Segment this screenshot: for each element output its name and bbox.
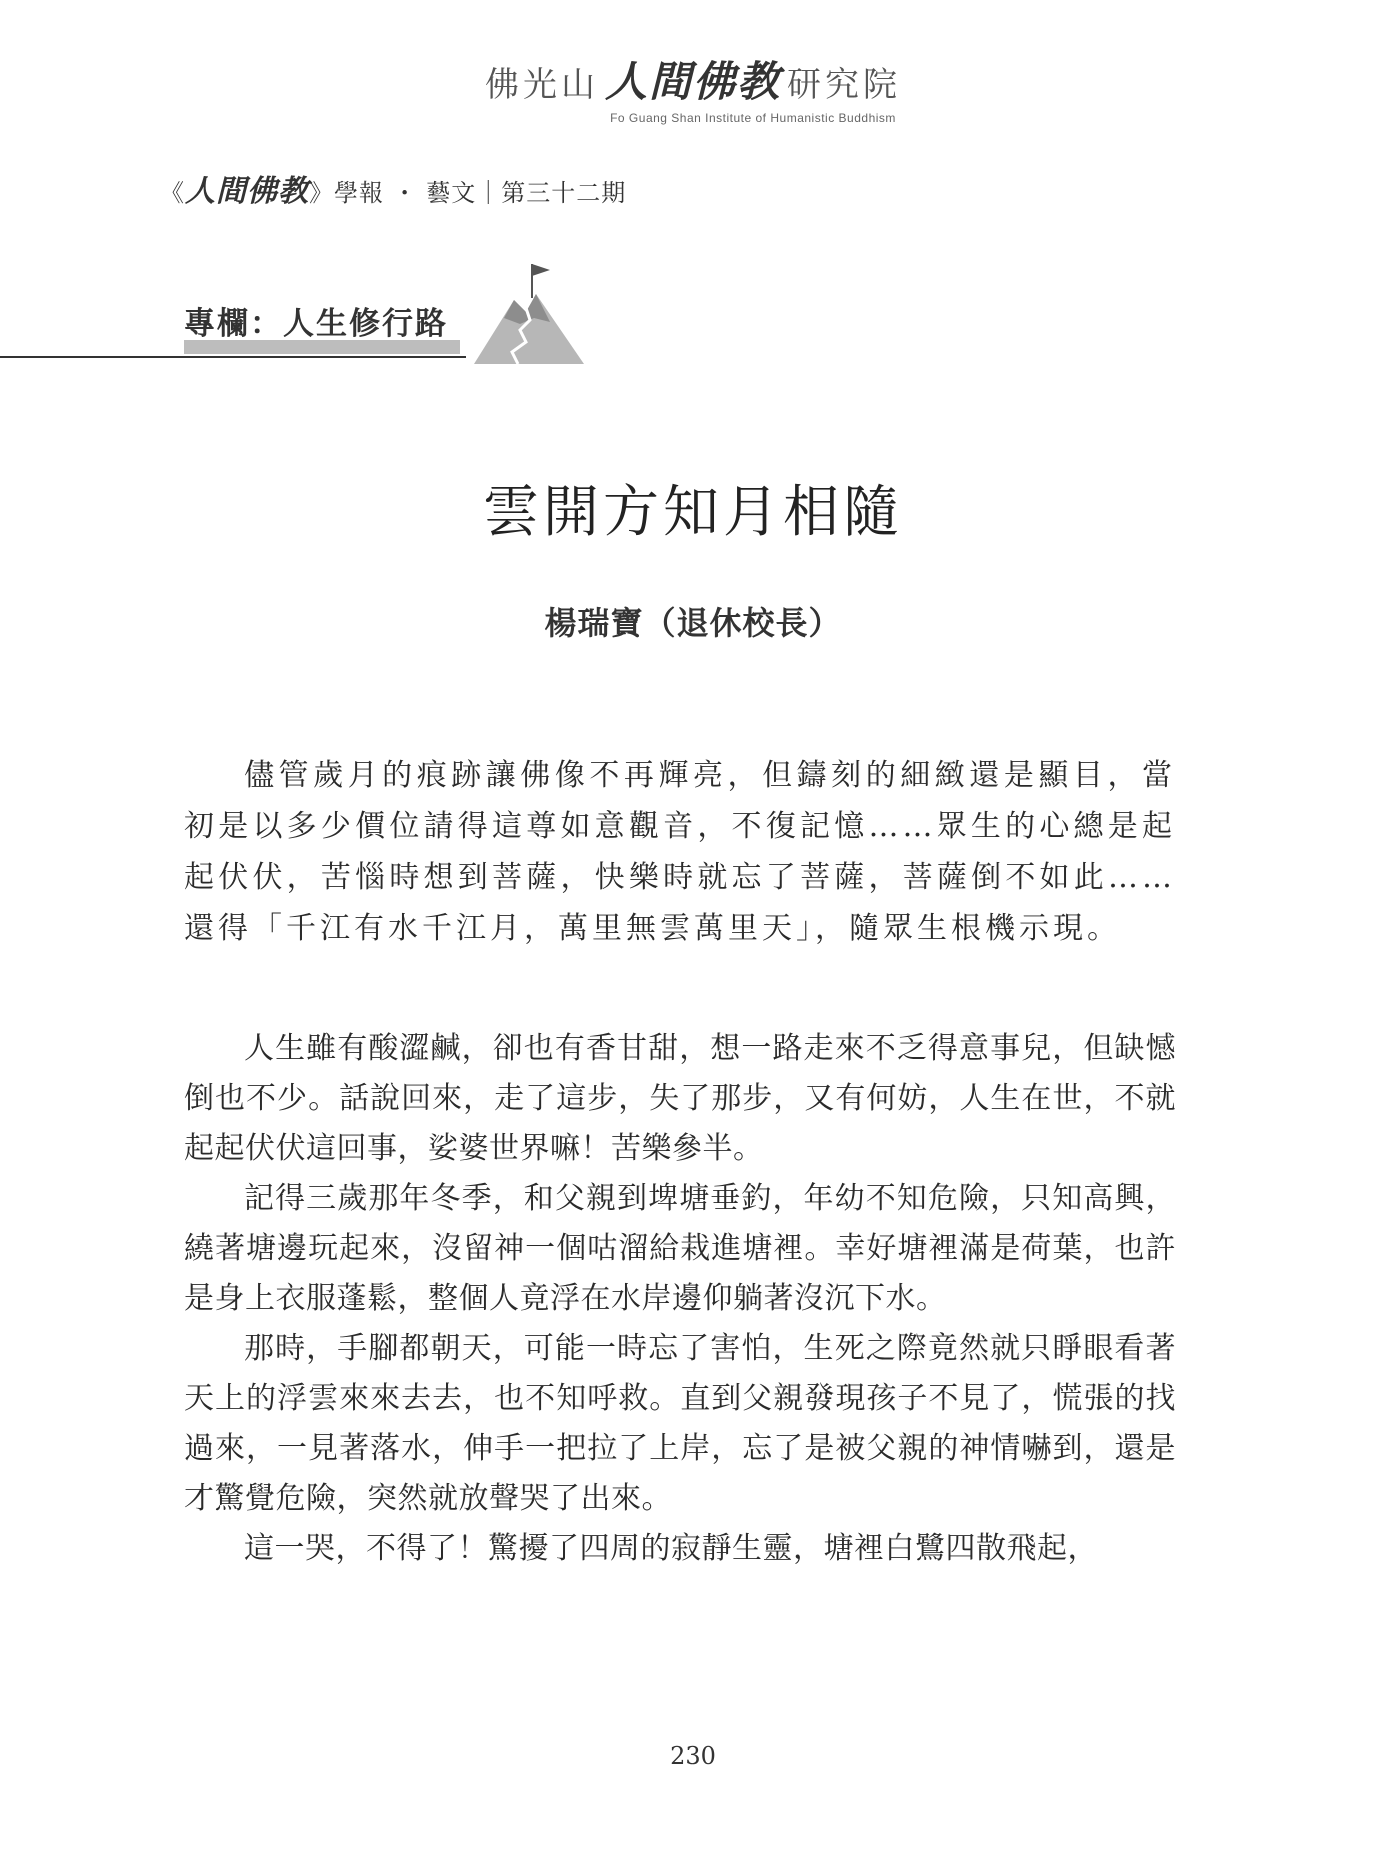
mountain-flag-icon xyxy=(474,262,584,364)
journal-issue: 》學報 ・ 藝文｜第三十二期 xyxy=(309,179,627,207)
body-paragraph: 記得三歲那年冬季，和父親到埤塘垂釣，年幼不知危險，只知高興，繞著塘邊玩起來，沒留神一個咕溜給栽進塘裡。幸好塘裡滿是荷葉，也許是身上衣服蓬鬆，整個人竟浮在水岸邊仰躺著沒沉下水。 xyxy=(184,1181,1176,1316)
column-divider xyxy=(0,356,466,358)
journal-issue-line xyxy=(160,166,626,210)
article-title: 雲開方知月相隨 xyxy=(483,480,903,545)
body-section xyxy=(184,1024,1176,1574)
institute-logo xyxy=(0,57,1386,125)
institute-name xyxy=(0,57,1386,106)
institute-subtitle: Fo Guang Shan Institute of Humanistic Buddhism xyxy=(610,111,896,125)
body-paragraph: 這一哭，不得了！驚擾了四周的寂靜生靈，塘裡白鷺四散飛起， xyxy=(244,1531,1098,1566)
article-author: 楊瑞寶（退休校長） xyxy=(544,604,842,642)
page-number: 230 xyxy=(670,1742,716,1770)
logo-right-text: 研究院 xyxy=(787,65,901,105)
column-title: 專欄：人生修行路 xyxy=(184,306,448,342)
intro-section xyxy=(184,750,1176,954)
logo-left-text: 佛光山 xyxy=(484,65,599,105)
body-paragraph: 那時，手腳都朝天，可能一時忘了害怕，生死之際竟然就只睜眼看著天上的浮雲來來去去，也不知呼救。直到父親發現孩子不見了，慌張的找過來，一見著落水，伸手一把拉了上岸，忘了是被父親的神情嚇到，還是才驚覺危險，突然就放聲哭了出來。 xyxy=(184,1331,1176,1516)
journal-open-bracket: 《 xyxy=(160,179,185,207)
journal-brand: 人間佛教 xyxy=(185,174,309,209)
intro-paragraph: 儘管歲月的痕跡讓佛像不再輝亮，但鑄刻的細緻還是顯目，當初是以多少價位請得這尊如意觀音，不復記憶……眾生的心總是起起伏伏，苦惱時想到菩薩，快樂時就忘了菩薩，菩薩倒不如此……還得「千江有水千江月，萬里無雲萬里天」，隨眾生根機示現。 xyxy=(184,758,1176,946)
logo-brand-text: 人間佛教 xyxy=(604,57,781,106)
body-paragraph: 人生雖有酸澀鹹，卻也有香甘甜，想一路走來不乏得意事兒，但缺憾倒也不少。話說回來，走了這步，失了那步，又有何妨，人生在世，不就起起伏伏這回事，娑婆世界嘛！苦樂參半。 xyxy=(184,1031,1176,1166)
